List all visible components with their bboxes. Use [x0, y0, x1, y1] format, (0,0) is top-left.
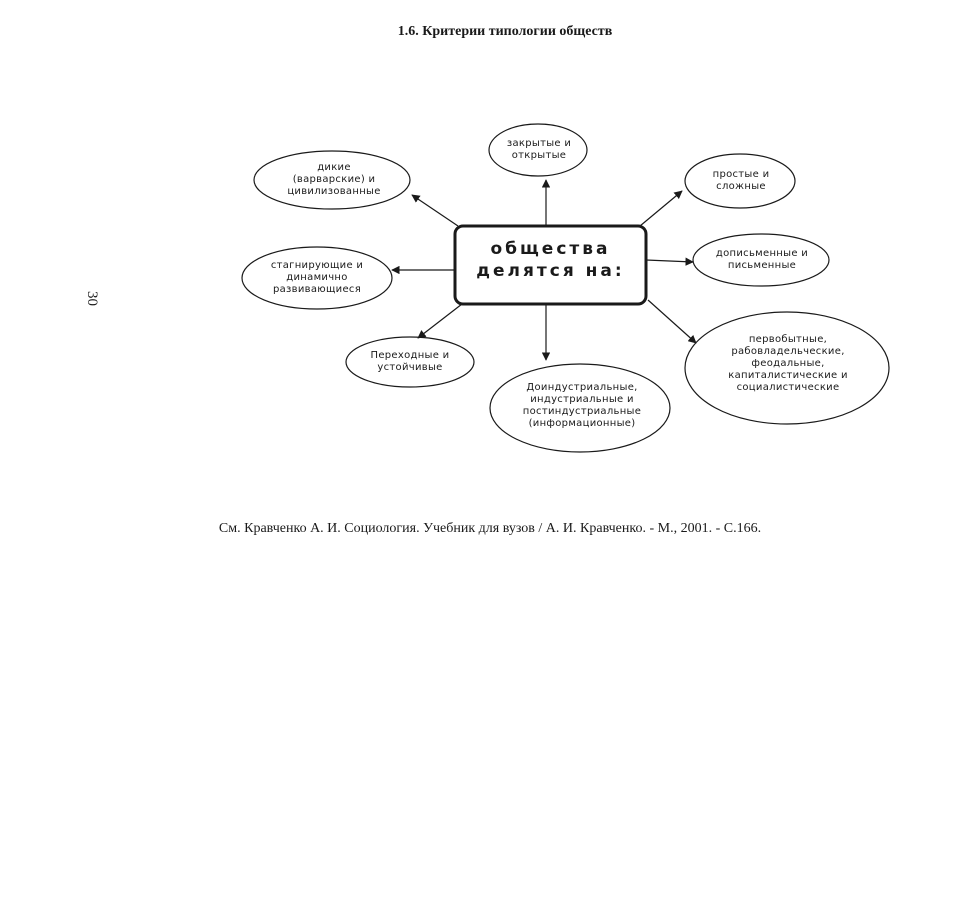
- node-bottom-right-text: первобытные, рабовладельческие, феодальные, капиталистические и социалистические: [728, 334, 848, 393]
- center-label: [458, 238, 643, 282]
- node-top-text: закрытые и открытые: [506, 138, 572, 161]
- node-right-text: дописьменные и письменные: [715, 248, 809, 271]
- node-top-left-text: дикие (варварские) и цивилизованные: [287, 162, 381, 197]
- center-label-line1: общества: [490, 239, 611, 259]
- arrow-bottom-right: [648, 300, 696, 343]
- arrow-top-left: [412, 195, 458, 226]
- arrow-top-right: [640, 191, 682, 226]
- node-top-right-text: простые и сложные: [712, 169, 770, 192]
- page-title: 1.6. Критерии типологии обществ: [397, 24, 613, 39]
- node-left-text: стагнирующие и динамично развивающиеся: [270, 260, 364, 295]
- page-number: 30: [84, 291, 100, 306]
- node-bottom-left-text: Переходные и устойчивые: [370, 350, 450, 373]
- arrow-bottom-left: [418, 304, 462, 338]
- node-bottom-text: Доиндустриальные, индустриальные и постиндустриальные (информационные): [522, 382, 642, 429]
- citation: См. Кравченко А. И. Социология. Учебник для вузов / А. И. Кравченко. - М., 2001. - С.166.: [218, 521, 762, 536]
- arrow-right: [646, 260, 693, 262]
- center-label-line2: делятся на:: [476, 261, 625, 281]
